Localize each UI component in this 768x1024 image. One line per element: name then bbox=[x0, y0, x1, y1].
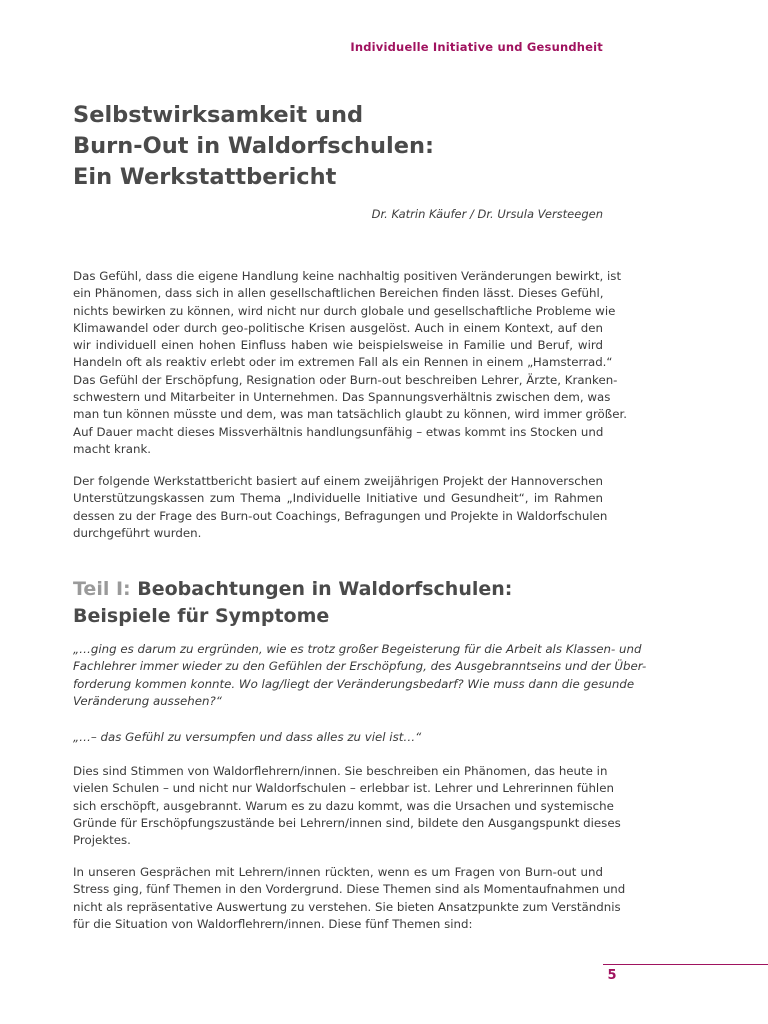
text-line: Dies sind Stimmen von Waldorflehrern/innen. Sie beschreiben ein Phänomen, das heute in bbox=[73, 764, 608, 778]
running-head: Individuelle Initiative und Gesundheit bbox=[350, 40, 603, 54]
text-line: Das Gefühl der Erschöpfung, Resignation oder Burn-out beschreiben Lehrer, Ärzte, Kranken- bbox=[73, 372, 618, 387]
text-line: Das Gefühl, dass die eigene Handlung keine nachhaltig positiven Veränderungen bewirkt, ist bbox=[73, 269, 622, 283]
intro-paragraph-1 bbox=[73, 268, 627, 458]
page-number: 5 bbox=[607, 968, 617, 983]
article-authors: Dr. Katrin Käufer / Dr. Ursula Versteegen bbox=[371, 207, 603, 221]
text-line: sich erschöpft, ausgebrannt. Warum es zu dazu kommt, was die Ursachen und systemische bbox=[73, 798, 614, 813]
text-line: Fachlehrer immer wieder zu den Gefühlen der Erschöpfung, des Ausgebranntseins und der Über- bbox=[73, 659, 647, 674]
text-line: Klimawandel oder durch geo-politische Krisen ausgelöst. Auch in einem Kontext, auf den bbox=[73, 320, 603, 335]
text-line: „…– das Gefühl zu versumpfen und dass alles zu viel ist…“ bbox=[73, 730, 422, 744]
quote-1 bbox=[73, 641, 647, 710]
text-line: Stress ging, fünf Themen in den Vordergrund. Diese Themen sind als Momentaufnahmen und bbox=[73, 882, 626, 897]
section-prefix: Teil I: bbox=[73, 578, 131, 600]
title-line: Selbstwirksamkeit und bbox=[73, 102, 364, 128]
text-line: für die Situation von Waldorflehrern/innen. Diese fünf Themen sind: bbox=[73, 916, 473, 931]
text-line: wir individuell einen hohen Einfluss haben wie beispielsweise in Familie und Beruf, wird bbox=[73, 338, 603, 353]
text-line: In unseren Gesprächen mit Lehrern/innen rückten, wenn es um Fragen von Burn-out und bbox=[73, 865, 603, 879]
quote-2 bbox=[73, 729, 603, 746]
text-line: „…ging es darum zu ergründen, wie es trotz großer Begeisterung für die Arbeit als Klassen- und bbox=[73, 642, 642, 656]
text-line: Gründe für Erschöpfungszustände bei Lehrern/innen sind, bildete den Ausgangspunkt dieses bbox=[73, 815, 621, 830]
article-title bbox=[73, 100, 434, 193]
text-line: nichts bewirken zu können, wird nicht nur durch globale und gesellschaftliche Probleme wie bbox=[73, 303, 616, 318]
section-title-line2: Beispiele für Symptome bbox=[73, 605, 330, 627]
text-line: ein Phänomen, dass sich in allen gesellschaftlichen Bereichen finden lässt. Dieses Gefühl, bbox=[73, 286, 604, 301]
text-line: man tun können müsste und dem, was man tatsächlich glaubt zu können, wird immer größer. bbox=[73, 407, 627, 422]
text-line: Unterstützungskassen zum Thema „Individuelle Initiative und Gesundheit“, im Rahmen bbox=[73, 491, 603, 506]
section-title-text: Beobachtungen in Waldorfschulen: bbox=[137, 578, 513, 600]
text-line: vielen Schulen – und nicht nur Waldorfschulen – erlebbar ist. Lehrer und Lehrerinnen fühlen bbox=[73, 781, 614, 796]
section-title bbox=[73, 576, 512, 630]
text-line: dessen zu der Frage des Burn-out Coachings, Befragungen und Projekte in Waldorfschulen bbox=[73, 508, 608, 523]
footer-rule bbox=[603, 964, 768, 965]
text-line: schwestern und Mitarbeiter in Unternehmen. Das Spannungsverhältnis zwischen dem, was bbox=[73, 390, 611, 405]
intro-paragraph-2 bbox=[73, 473, 608, 542]
text-line: Handeln oft als reaktiv erlebt oder im extremen Fall als ein Rennen in einem „Hamsterrad.“ bbox=[73, 355, 613, 370]
text-line: Projektes. bbox=[73, 833, 131, 848]
title-line: Burn-Out in Waldorfschulen: bbox=[73, 133, 435, 159]
text-line: forderung kommen konnte. Wo lag/liegt der Veränderungsbedarf? Wie muss dann die gesunde bbox=[73, 676, 635, 691]
text-line: nicht als repräsentative Auswertung zu verstehen. Sie bieten Ansatzpunkte zum Verständnis bbox=[73, 899, 621, 914]
body-paragraph-3 bbox=[73, 763, 621, 849]
text-line: Der folgende Werkstattbericht basiert auf einem zweijährigen Projekt der Hannoverschen bbox=[73, 474, 603, 488]
text-line: Auf Dauer macht dieses Missverhältnis handlungsunfähig – etwas kommt ins Stocken und bbox=[73, 424, 604, 439]
text-line: Veränderung aussehen?“ bbox=[73, 693, 222, 708]
text-line: macht krank. bbox=[73, 441, 152, 456]
title-line: Ein Werkstattbericht bbox=[73, 164, 337, 190]
body-paragraph-4 bbox=[73, 864, 626, 933]
text-line: durchgeführt wurden. bbox=[73, 525, 202, 540]
